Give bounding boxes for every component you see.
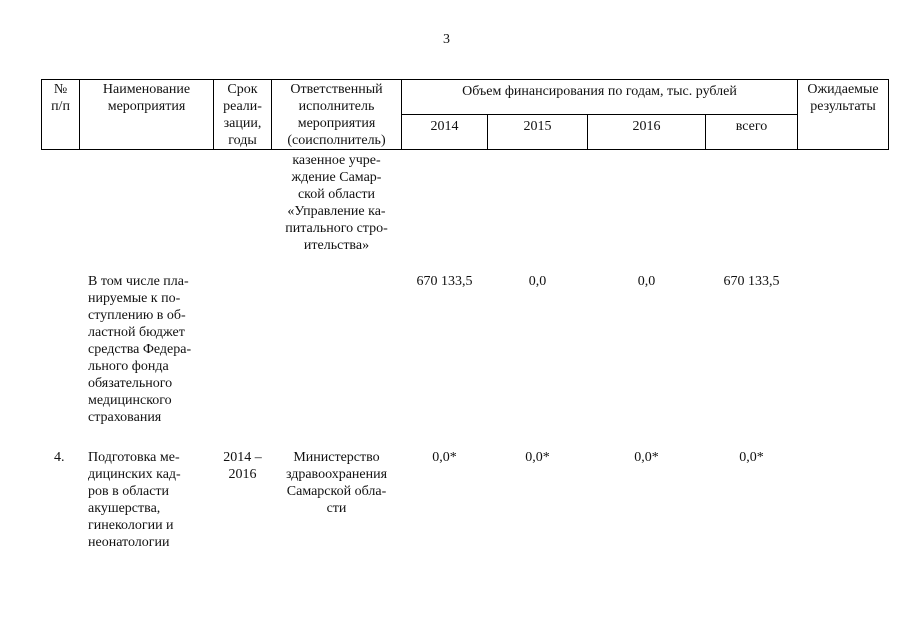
- header-num: № п/п: [51, 82, 70, 114]
- row-4-num: 4.: [54, 450, 65, 465]
- row-4-name: Подготовка ме- дицинских кад- ров в области акушерства, гинекологии и неонатологии: [88, 450, 181, 550]
- row-4-total: 0,0*: [739, 450, 764, 465]
- header-name: Наименование мероприятия: [102, 82, 191, 114]
- row-ffoms-name: В том числе пла- нируемые к по- ступлению в об- ластной бюджет средства Федера- льного фонда обязательного медицинского страхования: [88, 274, 192, 425]
- header-year-total: всего: [735, 119, 768, 134]
- header-results: Ожидаемые результаты: [807, 82, 879, 114]
- header-year-2014: 2014: [430, 119, 459, 134]
- row-4-2015: 0,0*: [525, 450, 550, 465]
- row-executor-continuation: казенное учре- ждение Самар- ской области «Управление ка- питального стро- ительства»: [285, 153, 388, 253]
- row-4-2016: 0,0*: [634, 450, 659, 465]
- header-executor: Ответственный исполнитель мероприятия (соисполнитель): [287, 82, 386, 148]
- row-4-term: 2014 – 2016: [223, 450, 262, 482]
- row-ffoms-total: 670 133,5: [723, 274, 780, 289]
- header-financing: Объем финансирования по годам, тыс. рублей: [462, 84, 737, 99]
- row-4-2014: 0,0*: [432, 450, 457, 465]
- row-ffoms-2016: 0,0: [637, 274, 656, 289]
- header-year-2015: 2015: [523, 119, 552, 134]
- row-ffoms-2015: 0,0: [528, 274, 547, 289]
- header-year-2016: 2016: [632, 119, 661, 134]
- page-number: 3: [443, 32, 450, 47]
- row-4-executor: Министерство здравоохранения Самарской обла- сти: [285, 450, 388, 516]
- row-ffoms-2014: 670 133,5: [416, 274, 473, 289]
- header-term: Срок реали- зации, годы: [223, 82, 262, 148]
